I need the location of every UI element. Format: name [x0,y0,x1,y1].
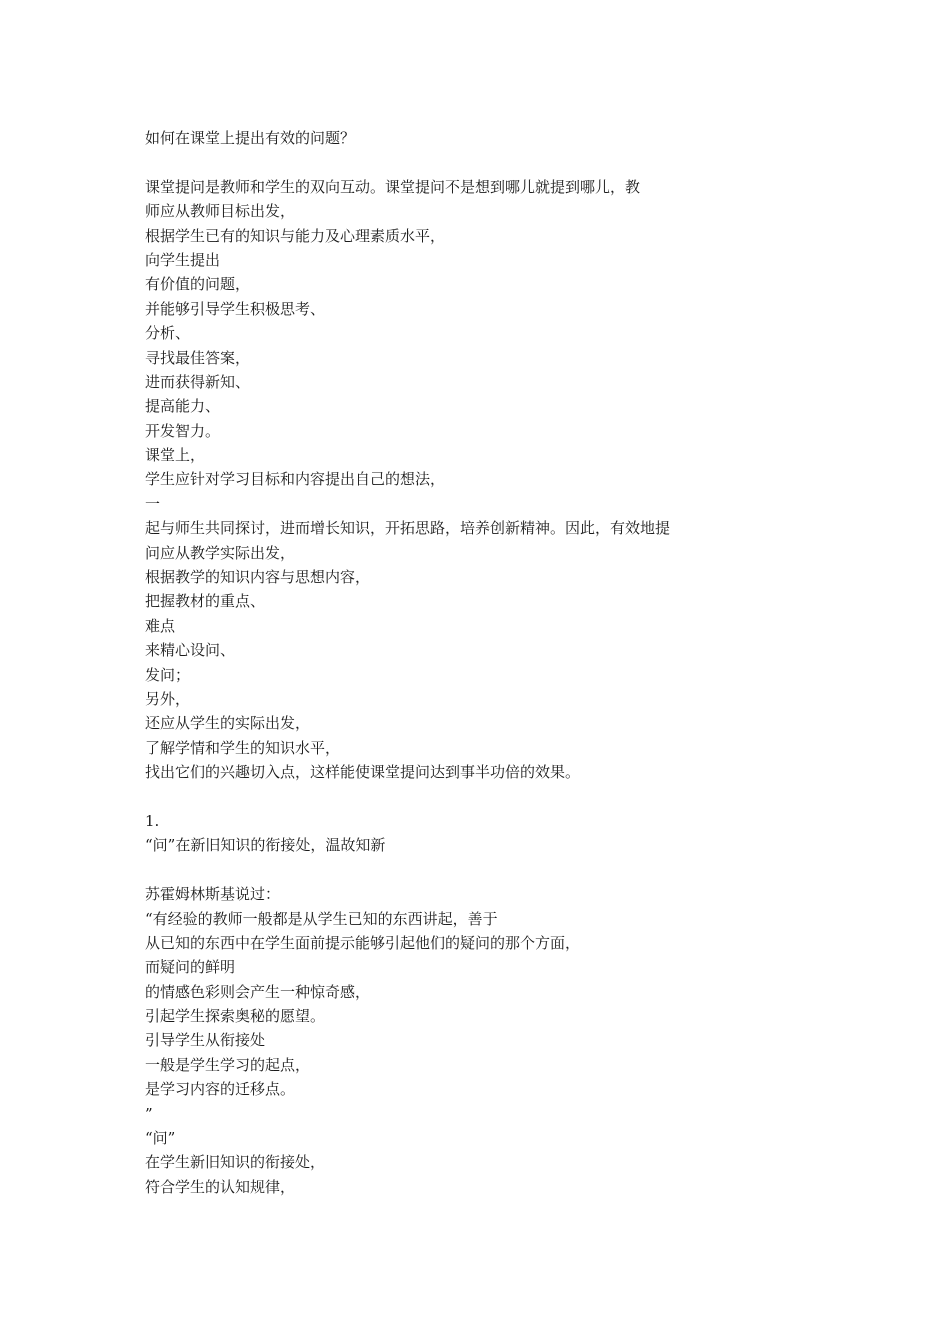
text-line: 发问； [145,665,191,684]
text-line: 有价值的问题， [145,275,251,294]
text-line: 一般是学生学习的起点， [145,1055,311,1074]
document-title: 如何在课堂上提出有效的问题？ [145,129,356,147]
text-line: 学生应针对学习目标和内容提出自己的想法， [145,470,446,489]
text-line: 进而获得新知、 [145,372,251,391]
text-line: 向学生提出 [145,250,221,269]
text-line: 提高能力、 [145,397,221,416]
text-line: 从已知的东西中在学生面前提示能够引起他们的疑问的那个方面， [145,933,581,952]
text-line: 问应从教学实际出发， [145,543,296,562]
paragraph-gap [145,785,845,809]
paragraph-gap [145,150,845,174]
document-body [145,126,845,1199]
text-line: 符合学生的认知规律， [145,1177,296,1196]
text-line: “有经验的教师一般都是从学生已知的东西讲起，善于 [145,909,498,928]
text-line: “问” [145,1129,176,1148]
paragraph-gap [145,858,845,882]
text-line: 来精心设问、 [145,641,236,660]
text-line: 的情感色彩则会产生一种惊奇感， [145,982,371,1001]
text-line: 另外， [145,689,191,708]
text-line: 而疑问的鲜明 [145,958,236,977]
text-line: 根据教学的知识内容与思想内容， [145,568,371,587]
text-line: 寻找最佳答案， [145,348,251,367]
text-line: 课堂提问是教师和学生的双向互动。课堂提问不是想到哪儿就提到哪儿，教 [145,177,641,196]
section-paragraph [145,882,845,1199]
section-heading: “问”在新旧知识的衔接处，温故知新 [145,836,386,855]
text-line: 分析、 [145,324,191,343]
intro-paragraph [145,175,845,785]
text-line: 引起学生探索奥秘的愿望。 [145,1007,326,1026]
text-line: 起与师生共同探讨，进而增长知识，开拓思路，培养创新精神。因此，有效地提 [145,519,671,538]
text-line: 还应从学生的实际出发， [145,714,311,733]
text-line: 一 [145,494,161,513]
text-line: 开发智力。 [145,421,221,440]
text-line: 苏霍姆林斯基说过： [145,885,281,904]
text-line: 根据学生已有的知识与能力及心理素质水平， [145,226,446,245]
text-line: 师应从教师目标出发， [145,202,296,221]
text-line: 是学习内容的迁移点。 [145,1080,296,1099]
text-line: ” [145,1104,153,1123]
section-number: 1. [145,811,160,830]
text-line: 了解学情和学生的知识水平， [145,738,341,757]
text-line: 并能够引导学生积极思考、 [145,299,326,318]
text-line: 找出它们的兴趣切入点，这样能使课堂提问达到事半功倍的效果。 [145,763,581,782]
text-line: 课堂上， [145,446,206,465]
text-line: 难点 [145,616,176,635]
text-line: 在学生新旧知识的衔接处， [145,1153,326,1172]
text-line: 把握教材的重点、 [145,592,266,611]
text-line: 引导学生从衔接处 [145,1031,266,1050]
